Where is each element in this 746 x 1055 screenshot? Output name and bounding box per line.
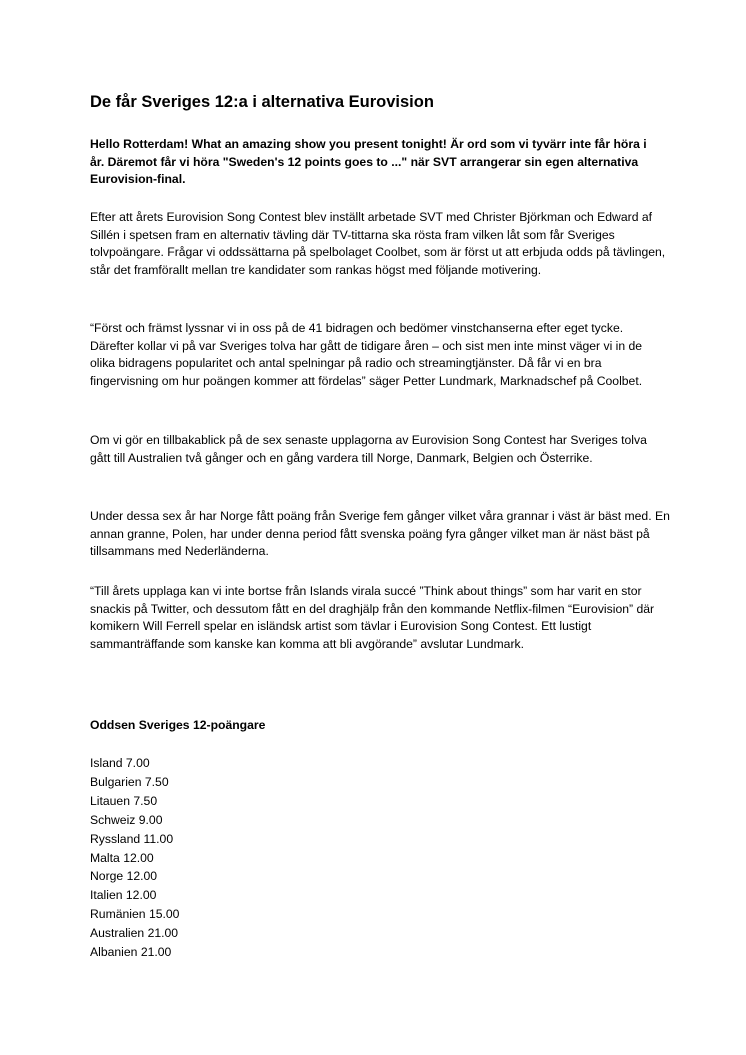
article-paragraph: “Till årets upplaga kan vi inte bortse från Islands virala succé ”Think about things” som har varit en stor snackis på Twitter, och dessutom fått en del draghjälp från den kommande Netflix-filmen “Eurovision” där komikern Will Ferrell spelar en isländsk artist som tävlar i Eurovision Song Contest. Ett lustigt sammanträffande som kanske kan komma att bli avgörande” avslutar Lundmark. xyxy=(90,584,655,651)
odds-heading: Oddsen Sveriges 12-poängare xyxy=(90,718,266,732)
odds-item: Bulgarien 7.50 xyxy=(90,774,169,789)
odds-item: Island 7.00 xyxy=(90,756,150,770)
article-paragraph: Efter att årets Eurovision Song Contest blev inställt arbetade SVT med Christer Björkman och Edward af Sillén i spetsen fram en alternativ tävling där TV-tittarna ska rösta fram vilken låt som får Sveriges tolvpoängare. Frågar vi oddssättarna på spelbolaget Coolbet, som är först ut att erbjuda odds på tävlingen, står det framförallt mellan tre kandidater som rankas högst med följande motivering. xyxy=(90,210,666,277)
odds-item: Albanien 21.00 xyxy=(90,945,172,960)
odds-item: Italien 12.00 xyxy=(90,888,157,903)
odds-item: Norge 12.00 xyxy=(90,869,158,884)
odds-item: Litauen 7.50 xyxy=(90,793,158,808)
article-lead: Hello Rotterdam! What an amazing show you present tonight! Är ord som vi tyvärr inte får höra i år. Däremot får vi höra "Sweden's 12 points goes to ..." när SVT arrangerar sin egen alternativa Eurovision-final. xyxy=(90,137,647,187)
article-paragraph: Om vi gör en tillbakablick på de sex senaste upplagorna av Eurovision Song Contest har Sveriges tolva gått till Australien två gånger och en gång vardera till Norge, Danmark, Belgien och Österrike. xyxy=(90,433,647,465)
odds-list xyxy=(90,754,179,962)
odds-item: Malta 12.00 xyxy=(90,850,154,865)
odds-item: Ryssland 11.00 xyxy=(90,831,174,846)
odds-item: Rumänien 15.00 xyxy=(90,907,180,922)
odds-item: Australien 21.00 xyxy=(90,926,179,941)
odds-item: Schweiz 9.00 xyxy=(90,812,163,827)
article-title: De får Sveriges 12:a i alternativa Eurovision xyxy=(90,93,434,111)
article-paragraph: Under dessa sex år har Norge fått poäng från Sverige fem gånger vilket våra grannar i väst är bäst med. En annan granne, Polen, har under denna period fått svenska poäng fyra gånger vilket man är näst bäst på tillsammans med Nederländerna. xyxy=(90,509,670,559)
article-paragraph: “Först och främst lyssnar vi in oss på de 41 bidragen och bedömer vinstchanserna efter eget tycke. Därefter kollar vi på var Sveriges tolva har gått de tidigare åren – och sist men inte minst väger vi in de olika bidragens popularitet och antal spelningar på radio och streamingtjänster. Då får vi en bra fingervisning om hur poängen kommer att fördelas” säger Petter Lundmark, Marknadschef på Coolbet. xyxy=(90,321,643,388)
